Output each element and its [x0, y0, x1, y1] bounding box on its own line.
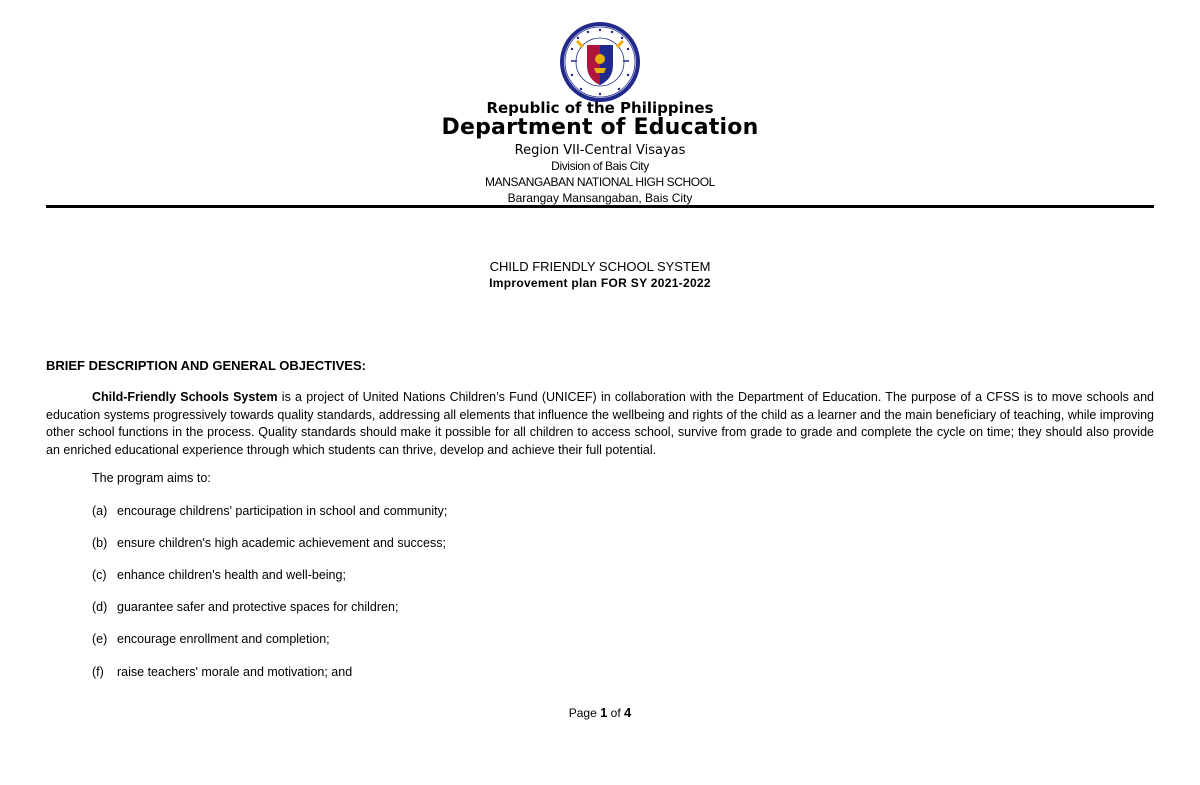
page-label: Page — [568, 706, 597, 720]
aims-intro: The program aims to: — [92, 471, 211, 485]
list-marker: (c) — [92, 568, 107, 582]
page-total: 4 — [624, 705, 632, 720]
document-subtitle: Improvement plan FOR SY 2021-2022 — [489, 276, 711, 290]
document-title: CHILD FRIENDLY SCHOOL SYSTEM — [489, 259, 711, 274]
list-item-text: raise teachers' morale and motivation; and — [117, 665, 353, 679]
list-marker: (f) — [92, 665, 104, 679]
list-item — [92, 665, 352, 679]
department-heading: Department of Education — [441, 115, 759, 140]
list-item-text: guarantee safer and protective spaces for children; — [117, 600, 399, 614]
list-marker: (a) — [92, 504, 108, 518]
list-item-text: encourage childrens' participation in school and community; — [117, 504, 448, 518]
republic-heading: Republic of the Philippines — [486, 99, 714, 117]
section-heading: BRIEF DESCRIPTION AND GENERAL OBJECTIVES: — [46, 358, 366, 373]
list-marker: (b) — [92, 536, 108, 550]
list-marker: (d) — [92, 600, 108, 614]
page-number: 1 — [600, 705, 608, 720]
of-label: of — [610, 706, 621, 720]
list-item — [92, 504, 447, 518]
list-item-text: enhance children's health and well-being; — [117, 568, 346, 582]
division-line: Division of Bais City — [551, 159, 649, 173]
region-line: Region VII-Central Visayas — [514, 143, 686, 158]
paragraph-body: is a project of United Nations Children’s Fund (UNICEF) in collaboration with the Department of Education. The purpose of a CFSS is to move schools and education systems progressively towards quality standards, addressing all elements that influence the wellbeing and rights of the child as a learner and the main beneficiary of teaching, while improving other school functions in the process. Quality standards should make it possible for all children to access school, survive from grade to grade and complete the cycle on time; they should also provide an enriched educational experience through which students can thrive, develop and achieve their full potential. — [46, 390, 1154, 457]
school-address: Barangay Mansangaban, Bais City — [507, 191, 693, 205]
header-divider — [46, 205, 1154, 208]
page-footer — [0, 705, 1200, 720]
list-marker: (e) — [92, 632, 108, 646]
deped-seal-icon — [559, 21, 641, 103]
school-name: MANSANGABAN NATIONAL HIGH SCHOOL — [485, 175, 715, 189]
list-item — [92, 600, 398, 614]
list-item — [92, 632, 330, 646]
description-paragraph — [46, 389, 1154, 459]
list-item — [92, 568, 346, 582]
list-item-text: ensure children's high academic achievement and success; — [117, 536, 446, 550]
paragraph-lead: Child-Friendly Schools System — [92, 390, 278, 404]
list-item-text: encourage enrollment and completion; — [117, 632, 330, 646]
list-item — [92, 536, 446, 550]
